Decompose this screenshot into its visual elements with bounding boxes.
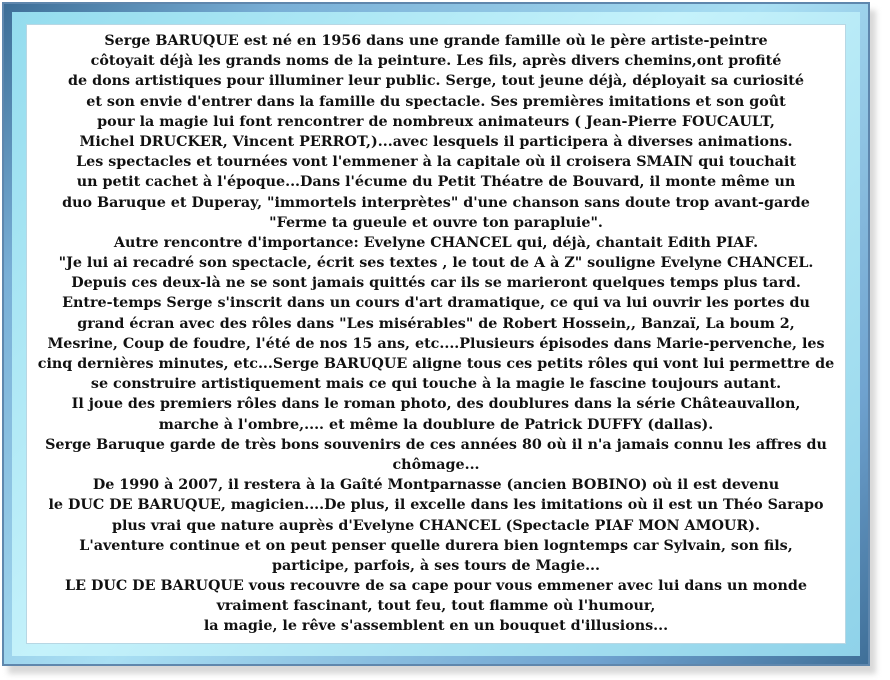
text-line: Serge Baruque garde de très bons souvenirs de ces années 80 où il n'a jamais connu les affres du — [45, 436, 827, 453]
text-line: Les spectacles et tournées vont l'emmener à la capitale où il croisera SMAIN qui touchait — [76, 154, 796, 171]
text-line: grand écran avec des rôles dans "Les misérables" de Robert Hossein,, Banzaï, La boum 2, — [77, 315, 795, 332]
text-line: le DUC DE BARUQUE, magicien....De plus, il excelle dans les imitations où il est un Théo Sarapo — [48, 497, 824, 514]
text-line: Autre rencontre d'importance: Evelyne CHANCEL qui, déjà, chantait Edith PIAF. — [113, 234, 759, 251]
text-line: côtoyait déjà les grands noms de la peinture. Les fils, après divers chemins,ont profité — [90, 53, 782, 70]
text-line: plus vrai que nature auprès d'Evelyne CHANCEL (Spectacle PIAF MON AMOUR). — [111, 517, 761, 534]
text-line: marche à l'ombre,.... et même la doublure de Patrick DUFFY (dallas). — [158, 416, 714, 433]
text-panel — [26, 24, 846, 644]
text-line: un petit cachet à l'époque...Dans l'écume du Petit Théatre de Bouvard, il monte même un — [76, 174, 796, 191]
biography-text — [28, 31, 844, 637]
text-line: de dons artistiques pour illuminer leur public. Serge, tout jeune déjà, déployait sa curiosité — [68, 73, 804, 90]
text-line: Serge BARUQUE est né en 1956 dans une grande famille où le père artiste-peintre — [104, 33, 768, 49]
text-line: "Je lui ai recadré son spectacle, écrit ses textes , le tout de A à Z" souligne Evelyne CHANCEL. — [58, 255, 814, 272]
text-line: chômage... — [392, 456, 480, 473]
frame-mat — [12, 12, 860, 656]
text-line: De 1990 à 2007, il restera à la Gaîté Montparnasse (ancien BOBINO) où il est devenu — [92, 477, 780, 494]
text-line: se construire artistiquement mais ce qui touche à la magie le fascine toujours autant. — [90, 376, 782, 393]
text-line: la magie, le rêve s'assemblent en un bouquet d'illusions... — [203, 618, 669, 635]
text-line: participe, parfois, à ses tours de Magie... — [271, 557, 601, 574]
text-line: pour la magie lui font rencontrer de nombreux animateurs ( Jean-Pierre FOUCAULT, — [97, 113, 775, 130]
text-line: cinq dernières minutes, etc...Serge BARUQUE aligne tous ces petits rôles qui vont lui permettre de — [37, 356, 835, 372]
picture-frame — [2, 2, 870, 666]
text-line: Entre-temps Serge s'inscrit dans un cours d'art dramatique, ce qui va lui ouvrir les portes du — [62, 295, 810, 312]
text-line: Mesrine, Coup de foudre, l'été de nos 15 ans, etc....Plusieurs épisodes dans Marie-pervenche, les — [47, 335, 825, 352]
text-line: Depuis ces deux-là ne se sont jamais quittés car ils se marieront quelques temps plus tard. — [71, 275, 801, 292]
text-line: L'aventure continue et on peut penser quelle durera bien logntemps car Sylvain, son fils, — [79, 537, 793, 554]
text-line: et son envie d'entrer dans la famille du spectacle. Ses premières imitations et son goût — [86, 93, 786, 110]
text-line: Michel DRUCKER, Vincent PERROT,)...avec lesquels il participera à diverses animations. — [79, 133, 793, 150]
text-line: Il joue des premiers rôles dans le roman photo, des doublures dans la série Châteauvallon, — [71, 396, 801, 413]
text-line: vraiment fascinant, tout feu, tout flamme où l'humour, — [216, 598, 656, 615]
text-line: "Ferme ta gueule et ouvre ton parapluie". — [269, 214, 603, 231]
text-line: LE DUC DE BARUQUE vous recouvre de sa cape pour vous emmener avec lui dans un monde — [65, 578, 807, 595]
text-line: duo Baruque et Duperay, "immortels interprètes" d'une chanson sans doute trop avant-garde — [62, 194, 810, 211]
